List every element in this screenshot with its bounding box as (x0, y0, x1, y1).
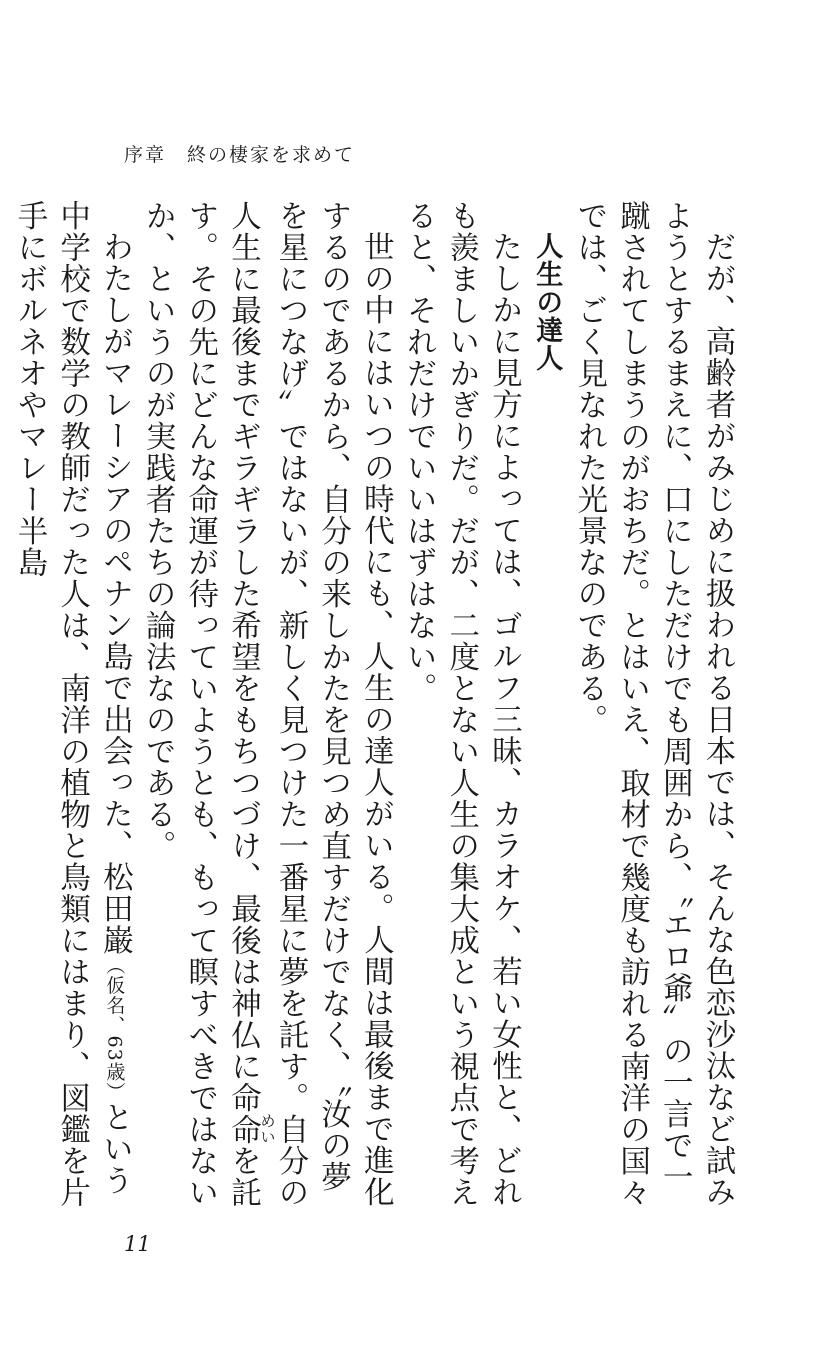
paragraph-4 (7, 200, 135, 1215)
paragraph-3 (135, 200, 396, 1215)
ruby-reading: めい (257, 1113, 276, 1146)
paragraph-2: たしかに見方によっては、ゴルフ三昧、カラオケ、若い女性と、どれも羨ましいかぎりだ。だが、二度とない人生の集大成という視点で考えると、それだけでいいはずはない。 (401, 200, 522, 1208)
section-heading: 人生の達人 (531, 232, 563, 373)
paragraph-3-part-a: 世の中にはいつの時代にも、人生の達人がいる。人間は最後まで進化するのであるから、自分の来しかたを見つめ直すだけでなく、〝汝の夢を星につなげ〟ではないが、新しく見つけた一番星に夢を託す。自分の人生に最後までギラギラした希望をもちつづけ、最後は神仏に命 (225, 200, 394, 1208)
paragraph-4-part-a: わたしがマレーシアのペナン島で出会った、松田巌 (97, 230, 133, 955)
ruby-mei: 命めい (225, 1113, 276, 1146)
vertical-text-body (11, 200, 738, 1215)
running-header: 序章 終の棲家を求めて (124, 144, 356, 166)
page-number: 11 (124, 1232, 151, 1256)
paragraph-1: だが、高齢者がみじめに扱われる日本では、そんな色恋沙汰など試みようとするまえに、口にしただけでも周囲から、〝エロ爺〟の一言で一蹴されてしまうのがおちだ。とはいえ、取材で幾度も訪れる南洋の国々では、ごく見なれた光景なのである。 (571, 200, 735, 1208)
paragraph-4-gloss: （仮名、63歳） (103, 955, 126, 1102)
paragraph-3-part-b: を託す。その先にどんな命運が待っていようとも、もって瞑すべきではないか、というのが実践者たちの論法なのである。 (140, 200, 261, 1208)
paragraph-4-part-b: という中学校で数学の教師だった人は、南洋の植物と鳥類にはまり、図鑑を片手にボルネオやマレー半島 (11, 200, 133, 1208)
